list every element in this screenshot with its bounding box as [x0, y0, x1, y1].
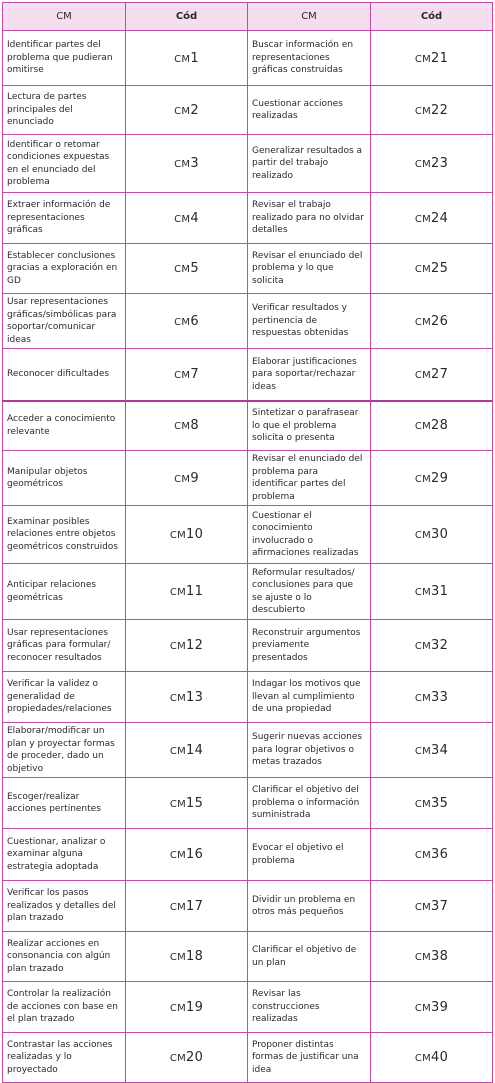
code-prefix: CM	[169, 745, 187, 757]
table-row	[3, 401, 493, 451]
cm-description-left: Verificar los pasos realizados y detalles del plan trazado	[3, 881, 126, 932]
cm-code-right	[371, 244, 493, 294]
code-prefix: CM	[414, 901, 432, 913]
code-prefix: CM	[414, 369, 432, 381]
cm-description-right: Revisar las construcciones realizadas	[248, 982, 371, 1033]
cm-description-right: Reformular resultados/ conclusiones para que se ajuste o lo descubierto	[248, 564, 371, 620]
cm-code-right	[371, 881, 493, 932]
cm-code-left	[126, 294, 248, 349]
code-prefix: CM	[169, 1053, 187, 1064]
code-number: 5	[190, 261, 199, 276]
code-prefix: CM	[414, 641, 432, 652]
cm-description-left: Identificar o retomar condiciones expuestas en el enunciado del problema	[3, 135, 126, 193]
code-number: 1	[190, 50, 199, 66]
cm-description-right: Generalizar resultados a partir del trabajo realizado	[248, 135, 371, 193]
cm-code-left	[126, 401, 248, 451]
cm-code-right	[371, 829, 493, 881]
code-number: 15	[186, 795, 204, 811]
code-number: 12	[186, 638, 204, 653]
code-number: 34	[431, 742, 449, 758]
cm-description-left: Extraer información de representaciones gráficas	[3, 193, 126, 244]
cm-code-right	[371, 564, 493, 620]
table-row	[3, 506, 493, 564]
code-number: 19	[186, 999, 204, 1015]
cm-description-left: Verificar la validez o generalidad de propiedades/relaciones	[3, 672, 126, 723]
cm-code-left	[126, 982, 248, 1033]
code-number: 30	[431, 527, 449, 542]
code-prefix: CM	[174, 369, 191, 381]
cm-code-left	[126, 1033, 248, 1083]
code-prefix: CM	[414, 1053, 432, 1064]
code-number: 36	[431, 847, 449, 862]
code-number: 24	[431, 210, 449, 226]
code-prefix: CM	[174, 316, 191, 328]
code-number: 22	[431, 102, 449, 118]
code-prefix: CM	[174, 473, 191, 485]
code-prefix: CM	[414, 1002, 432, 1014]
table-row	[3, 881, 493, 932]
cm-code-right	[371, 620, 493, 672]
table-row	[3, 1033, 493, 1083]
code-prefix: CM	[169, 850, 187, 861]
cm-code-right	[371, 401, 493, 451]
code-number: 38	[431, 949, 449, 964]
code-prefix: CM	[414, 159, 432, 170]
cm-code-left	[126, 349, 248, 401]
cm-code-right	[371, 932, 493, 982]
code-prefix: CM	[414, 105, 432, 117]
cm-description-right: Verificar resultados y pertinencia de respuestas obtenidas	[248, 294, 371, 349]
code-prefix: CM	[414, 213, 432, 225]
header-cod-left: Cód	[126, 3, 248, 31]
table-row	[3, 349, 493, 401]
cm-description-right: Sugerir nuevas acciones para lograr objetivos o metas trazados	[248, 723, 371, 778]
cm-description-right: Elaborar justificaciones para soportar/rechazar ideas	[248, 349, 371, 401]
cm-description-right: Revisar el trabajo realizado para no olvidar detalles	[248, 193, 371, 244]
code-number: 11	[186, 584, 204, 599]
table-row	[3, 193, 493, 244]
cm-description-right: Clarificar el objetivo del problema o información suministrada	[248, 778, 371, 829]
code-prefix: CM	[414, 473, 432, 485]
code-number: 7	[190, 366, 199, 382]
code-number: 6	[190, 313, 199, 329]
cm-description-left: Establecer conclusiones gracias a exploración en GD	[3, 244, 126, 294]
table-header	[3, 3, 493, 31]
code-number: 26	[431, 313, 449, 329]
table-row	[3, 31, 493, 86]
code-number: 25	[431, 261, 449, 276]
cm-description-left: Cuestionar, analizar o examinar alguna estrategia adoptada	[3, 829, 126, 881]
cm-code-left	[126, 135, 248, 193]
cm-code-right	[371, 86, 493, 135]
code-prefix: CM	[174, 421, 191, 433]
cm-code-left	[126, 86, 248, 135]
cm-code-left	[126, 620, 248, 672]
code-number: 2	[190, 102, 199, 118]
code-number: 28	[431, 418, 449, 434]
code-prefix: CM	[174, 213, 191, 225]
cm-code-left	[126, 564, 248, 620]
code-prefix: CM	[414, 798, 432, 810]
code-number: 23	[431, 156, 449, 171]
cm-description-left: Reconocer dificultades	[3, 349, 126, 401]
cm-description-left: Realizar acciones en consonancia con algún plan trazado	[3, 932, 126, 982]
cm-description-right: Clarificar el objetivo de un plan	[248, 932, 371, 982]
code-number: 33	[431, 689, 449, 705]
code-prefix: CM	[414, 952, 432, 963]
code-number: 20	[186, 1050, 204, 1065]
code-prefix: CM	[169, 692, 187, 704]
cm-code-right	[371, 1033, 493, 1083]
cm-code-right	[371, 982, 493, 1033]
table-row	[3, 135, 493, 193]
code-prefix: CM	[414, 692, 432, 704]
code-prefix: CM	[174, 159, 191, 170]
code-prefix: CM	[169, 530, 187, 541]
table-row	[3, 294, 493, 349]
cm-description-left: Anticipar relaciones geométricas	[3, 564, 126, 620]
code-prefix: CM	[174, 53, 191, 65]
cm-code-left	[126, 932, 248, 982]
code-number: 40	[431, 1050, 449, 1065]
table-row	[3, 723, 493, 778]
cm-description-right: Cuestionar el conocimiento involucrado o afirmaciones realizadas	[248, 506, 371, 564]
cm-code-left	[126, 193, 248, 244]
table-row	[3, 86, 493, 135]
cm-code-right	[371, 672, 493, 723]
cm-code-left	[126, 451, 248, 506]
code-number: 18	[186, 949, 204, 964]
table-row	[3, 829, 493, 881]
cm-code-left	[126, 672, 248, 723]
cm-description-left: Escoger/realizar acciones pertinentes	[3, 778, 126, 829]
cm-code-left	[126, 723, 248, 778]
code-number: 39	[431, 999, 449, 1015]
code-prefix: CM	[414, 264, 432, 275]
code-prefix: CM	[169, 798, 187, 810]
header-row	[3, 3, 493, 31]
cm-description-left: Contrastar las acciones realizadas y lo proyectado	[3, 1033, 126, 1083]
code-number: 37	[431, 898, 449, 914]
header-cm-right: CM	[248, 3, 371, 31]
cm-description-right: Buscar información en representaciones gráficas construidas	[248, 31, 371, 86]
cm-code-right	[371, 193, 493, 244]
header-cm-left: CM	[3, 3, 126, 31]
cm-code-right	[371, 349, 493, 401]
table-row	[3, 620, 493, 672]
cm-description-right: Dividir un problema en otros más pequeños	[248, 881, 371, 932]
cm-code-left	[126, 506, 248, 564]
cm-code-left	[126, 31, 248, 86]
cm-description-left: Examinar posibles relaciones entre objetos geométricos construidos	[3, 506, 126, 564]
cm-description-right: Proponer distintas formas de justificar una idea	[248, 1033, 371, 1083]
code-prefix: CM	[169, 1002, 187, 1014]
code-number: 29	[431, 470, 449, 486]
code-number: 9	[190, 470, 199, 486]
cm-code-right	[371, 506, 493, 564]
code-number: 4	[190, 210, 199, 226]
code-prefix: CM	[414, 53, 432, 65]
table-row	[3, 778, 493, 829]
code-number: 3	[190, 156, 199, 171]
cm-description-left: Identificar partes del problema que pudieran omitirse	[3, 31, 126, 86]
table-row	[3, 564, 493, 620]
cm-code-right	[371, 294, 493, 349]
code-prefix: CM	[414, 421, 432, 433]
code-prefix: CM	[414, 850, 432, 861]
cm-code-right	[371, 778, 493, 829]
code-prefix: CM	[414, 530, 432, 541]
code-number: 32	[431, 638, 449, 653]
cm-description-right: Indagar los motivos que llevan al cumplimiento de una propiedad	[248, 672, 371, 723]
cm-description-right: Reconstruir argumentos previamente presentados	[248, 620, 371, 672]
table-row	[3, 982, 493, 1033]
code-prefix: CM	[414, 316, 432, 328]
code-number: 31	[431, 584, 449, 599]
code-prefix: CM	[174, 105, 191, 117]
cm-description-left: Controlar la realización de acciones con base en el plan trazado	[3, 982, 126, 1033]
table-body	[3, 31, 493, 1083]
table-row	[3, 932, 493, 982]
code-number: 21	[431, 50, 449, 66]
code-number: 35	[431, 795, 449, 811]
code-prefix: CM	[174, 264, 191, 275]
cm-code-right	[371, 31, 493, 86]
code-prefix: CM	[169, 587, 187, 598]
cm-code-left	[126, 829, 248, 881]
cm-description-right: Cuestionar acciones realizadas	[248, 86, 371, 135]
code-number: 13	[186, 689, 204, 705]
cm-description-left: Usar representaciones gráficas para formular/ reconocer resultados	[3, 620, 126, 672]
code-number: 27	[431, 366, 449, 382]
cm-code-left	[126, 244, 248, 294]
code-prefix: CM	[169, 952, 187, 963]
table-row	[3, 244, 493, 294]
code-number: 8	[190, 418, 199, 434]
cm-description-right: Evocar el objetivo el problema	[248, 829, 371, 881]
cm-description-right: Revisar el enunciado del problema para identificar partes del problema	[248, 451, 371, 506]
table-row	[3, 672, 493, 723]
cm-code-left	[126, 881, 248, 932]
code-prefix: CM	[414, 745, 432, 757]
cm-description-right: Sintetizar o parafrasear lo que el problema solicita o presenta	[248, 401, 371, 451]
code-number: 10	[186, 527, 204, 542]
cm-description-left: Lectura de partes principales del enunciado	[3, 86, 126, 135]
table-row	[3, 451, 493, 506]
cm-code-right	[371, 451, 493, 506]
cm-description-left: Elaborar/modificar un plan y proyectar formas de proceder, dado un objetivo	[3, 723, 126, 778]
cm-description-left: Usar representaciones gráficas/simbólicas para soportar/comunicar ideas	[3, 294, 126, 349]
cm-description-left: Acceder a conocimiento relevante	[3, 401, 126, 451]
cm-description-right: Revisar el enunciado del problema y lo que solicita	[248, 244, 371, 294]
cm-code-table	[2, 2, 493, 1083]
code-prefix: CM	[414, 587, 432, 598]
code-prefix: CM	[169, 641, 187, 652]
code-number: 17	[186, 898, 204, 914]
cm-code-right	[371, 135, 493, 193]
code-number: 14	[186, 742, 204, 758]
header-cod-right: Cód	[371, 3, 493, 31]
code-prefix: CM	[169, 901, 187, 913]
cm-description-left: Manipular objetos geométricos	[3, 451, 126, 506]
cm-code-left	[126, 778, 248, 829]
cm-code-right	[371, 723, 493, 778]
code-number: 16	[186, 847, 204, 862]
